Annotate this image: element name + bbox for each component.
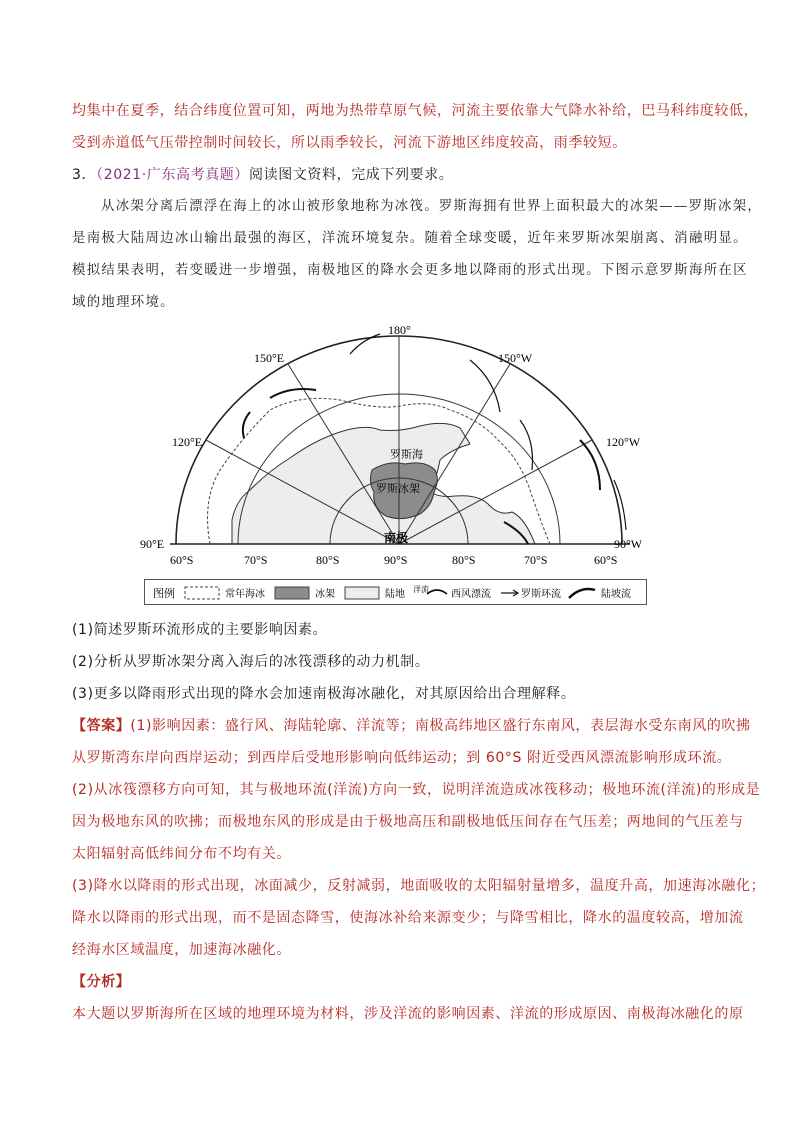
legend-slope-label: 陆坡流 — [601, 589, 631, 600]
answer-line-3: (2)从冰筏漂移方向可知，其与极地环流(洋流)方向一致，说明洋流造成冰筏移动；极地环流(洋流)的形成是 — [72, 782, 761, 798]
south-pole-label: 南极 — [384, 531, 409, 545]
passage-line-1: 从冰架分离后漂浮在海上的冰山被形象地称为冰筏。罗斯海拥有世界上面积最大的冰架——罗斯冰架， — [101, 199, 763, 214]
ross-sea-label: 罗斯海 — [390, 448, 423, 461]
legend-ice-shelf-label: 冰架 — [315, 589, 335, 600]
legend-slope-symbol — [569, 589, 595, 598]
lat-label-80S-right: 80°S — [452, 553, 476, 567]
label-90W: 90°W — [614, 537, 643, 551]
label-150E: 150°E — [254, 351, 285, 365]
lat-label-70S-right: 70°S — [524, 553, 548, 567]
lat-label-80S-left: 80°S — [316, 553, 340, 567]
ross-gyre-arrow-3 — [520, 420, 533, 470]
label-120W: 120°W — [606, 435, 641, 449]
west-wind-drift-arrow-2 — [243, 412, 250, 438]
lat-label-60S-left: 60°S — [170, 553, 194, 567]
map-legend — [144, 579, 647, 605]
answer-line-4: 因为极地东风的吹拂；而极地东风的形成是由于极地高压和副极地低压间存在气压差；两地间的气压差与 — [72, 814, 744, 830]
label-180: 180° — [388, 323, 411, 337]
question-source: （2021·广东高考真题） — [96, 167, 249, 183]
legend-west-wind-symbol — [427, 590, 447, 594]
label-90E: 90°E — [140, 537, 165, 551]
prev-answer-line-1: 均集中在夏季，结合纬度位置可知，两地为热带草原气候，河流主要依靠大气降水补给，巴马科纬度较低， — [72, 103, 759, 119]
answer-line-7: 降水以降雨的形式出现，而不是固态降雪，使海冰补给来源变少；与降雪相比，降水的温度较高，增加流 — [72, 910, 744, 926]
answer-line-1 — [72, 716, 751, 736]
sub-question-3: (3)更多以降雨形式出现的降水会加速南极海冰融化，对其原因给出合理解释。 — [72, 686, 576, 702]
answer-line-5: 太阳辐射高低纬间分布不均有关。 — [72, 846, 291, 862]
legend-current-label: 洋流 — [413, 585, 429, 594]
legend-sea-ice-label: 常年海冰 — [225, 589, 265, 600]
sub-question-2: (2)分析从罗斯冰架分离入海后的冰筏漂移的动力机制。 — [72, 654, 430, 670]
legend-title: 图例 — [153, 587, 175, 600]
question-prompt: 阅读图文资料，完成下列要求。 — [249, 167, 454, 183]
label-150W: 150°W — [498, 351, 533, 365]
question-3-header — [72, 165, 453, 185]
legend-sea-ice-swatch — [185, 587, 219, 599]
passage-line-3: 模拟结果表明，若变暖进一步增强，南极地区的降水会更多地以降雨的形式出现。下图示意罗斯海所在区 — [72, 263, 748, 278]
answer-text-1: (1)影响因素：盛行风、海陆轮廓、洋流等；南极高纬地区盛行东南风，表层海水受东南风的吹拂 — [130, 718, 751, 734]
answer-line-6: (3)降水以降雨的形式出现，冰面减少，反射减弱，地面吸收的太阳辐射量增多，温度升高，加速海冰融化； — [72, 878, 766, 894]
ross-sea-map — [140, 320, 660, 578]
legend-ross-gyre-label: 罗斯环流 — [521, 589, 561, 600]
legend-land-swatch — [345, 587, 379, 599]
sub-question-1: (1)简述罗斯环流形成的主要影响因素。 — [72, 622, 328, 638]
ross-ice-shelf-label: 罗斯冰架 — [376, 482, 420, 495]
analysis-heading: 【分析】 — [72, 974, 131, 990]
passage-line-2: 是南极大陆周边冰山输出最强的海区，洋流环境复杂。随着全球变暖，近年来罗斯冰架崩离、消融明显。 — [72, 231, 748, 246]
legend-ice-shelf-swatch — [275, 587, 309, 599]
lat-label-70S-left: 70°S — [244, 553, 268, 567]
answer-line-8: 经海水区域温度，加速海冰融化。 — [72, 942, 291, 958]
legend-land-label: 陆地 — [385, 589, 405, 600]
question-number: 3． — [72, 167, 97, 183]
analysis-line-1: 本大题以罗斯海所在区域的地理环境为材料，涉及洋流的影响因素、洋流的形成原因、南极海冰融化的原 — [72, 1006, 744, 1022]
passage-line-4: 域的地理环境。 — [72, 295, 175, 310]
lat-label-90S: 90°S — [384, 553, 408, 567]
label-120E: 120°E — [172, 435, 203, 449]
answer-heading: 【答案】 — [72, 718, 131, 734]
west-wind-drift-arrow-1 — [270, 389, 316, 398]
answer-line-2: 从罗斯湾东岸向西岸运动；到西岸后受地形影响向低纬运动；到 60°S 附近受西风漂流影响形成环流。 — [72, 750, 732, 766]
ross-gyre-arrow-4 — [614, 480, 626, 530]
prev-answer-line-2: 受到赤道低气压带控制时间较长，所以雨季较长，河流下游地区纬度较高，雨季较短。 — [72, 135, 627, 151]
lat-label-60S-right: 60°S — [594, 553, 618, 567]
legend-west-wind-label: 西风漂流 — [451, 589, 491, 600]
